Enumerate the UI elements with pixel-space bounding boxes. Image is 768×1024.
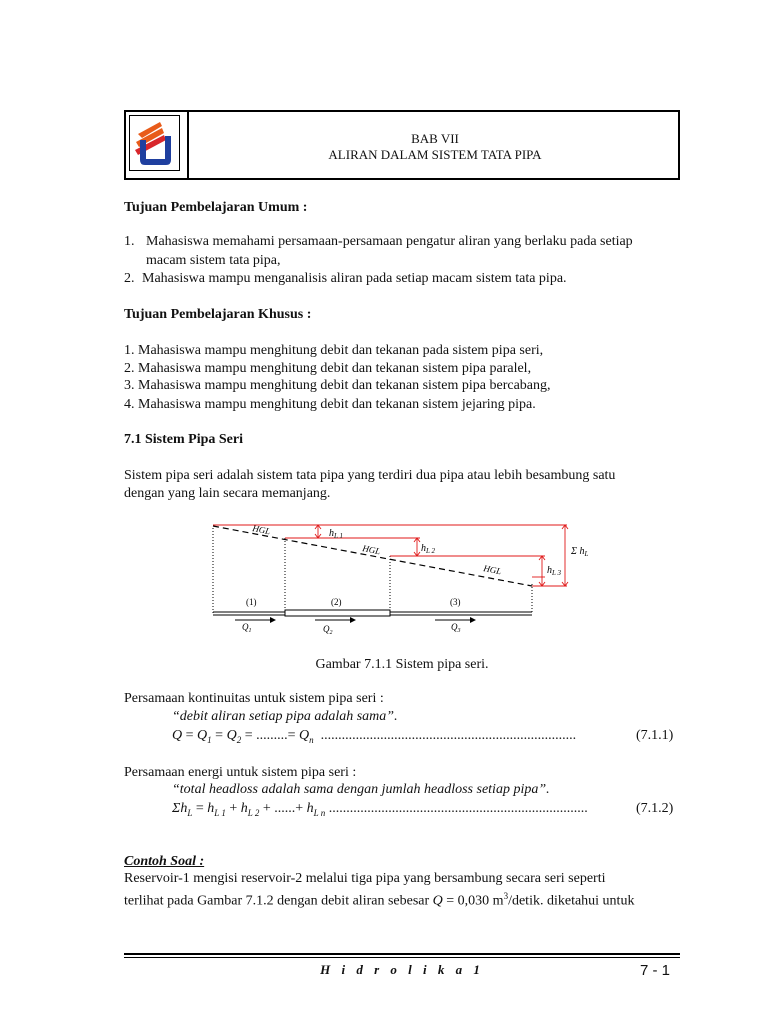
specific-objective-1: 1. Mahasiswa mampu menghitung debit dan tekanan pada sistem pipa seri, [124,343,544,358]
section-paragraph-line1: Sistem pipa seri adalah sistem tata pipa yang terdiri dua pipa atau lebih besambung satu [124,468,616,483]
hgl-label-2: HGL [361,543,382,557]
equation-number-1: (7.1.1) [636,728,674,743]
continuity-quote: “debit aliran setiap pipa adalah sama”. [172,709,398,724]
example-heading: Contoh Soal : [124,854,205,869]
footer-title: H i d r o l i k a 1 [320,962,484,977]
general-objective-1 [124,233,680,251]
example-line2: terlihat pada Gambar 7.1.2 dengan debit aliran sebesar Q = 0,030 $m^3$/detik. diketahui untuk [124,891,635,909]
q2-label: $Q_2$ [323,624,333,636]
chapter-number: BAB VII [411,131,459,146]
continuity-intro: Persamaan kontinuitas untuk sistem pipa seri : [124,691,384,706]
section-paragraph-line2: dengan yang lain secara memanjang. [124,486,331,501]
specific-objective-4: 4. Mahasiswa mampu menghitung debit dan tekanan sistem jejaring pipa. [124,397,536,412]
specific-objective-2: 2. Mahasiswa mampu menghitung debit dan tekanan sistem pipa paralel, [124,361,532,376]
energy-quote: “total headloss adalah sama dengan jumlah headloss setiap pipa”. [172,782,550,797]
example-line1: Reservoir-1 mengisi reservoir-2 melalui tiga pipa yang bersambung secara seri seperti [124,871,606,886]
list-item-text: Mahasiswa memahami persamaan-persamaan pengatur aliran yang berlaku pada setiap [146,234,633,249]
list-number: 2. [124,271,135,286]
logo-icon [130,116,179,170]
sum-hl-label: Σ $h_L$ [571,546,589,558]
energy-intro: Persamaan energi untuk sistem pipa seri : [124,765,357,780]
footer-rule-thick [124,953,680,955]
hl3-label: $h_{L 3}$ [547,565,562,577]
chapter-title: ALIRAN DALAM SISTEM TATA PIPA [328,147,542,162]
pipe-1-label: (1) [246,597,257,607]
pipe-2-label: (2) [331,597,342,607]
general-objectives-heading: Tujuan Pembelajaran Umum : [124,200,308,215]
figure-caption: Gambar 7.1.1 Sistem pipa seri. [315,657,489,672]
hl1-label: $h_{L 1}$ [329,528,344,540]
logo-cell [124,110,189,180]
specific-objectives-heading: Tujuan Pembelajaran Khusus : [124,307,312,322]
general-objective-1-cont: macam sistem tata pipa, [146,253,281,268]
continuity-equation: $Q = Q_1 = Q_2$ = .........= $Q_n$ ......................................................................... [172,728,577,745]
hgl-label-1: HGL [251,523,272,537]
pipe-3-label: (3) [450,597,461,607]
page-number: 7 - 1 [640,962,671,979]
list-item-text: Mahasiswa mampu menganalisis aliran pada setiap macam sistem tata pipa. [142,271,567,286]
q1-label: $Q_1$ [242,622,252,634]
footer-rule-thin [124,957,680,958]
hgl-label-3: HGL [482,563,503,577]
energy-equation: $\Sigma h_L = h_{L 1} + h_{L 2}$ + ......+ $h_{L n}$ .......................................................................... [172,801,588,818]
series-pipe-figure [205,518,605,643]
specific-objective-3: 3. Mahasiswa mampu menghitung debit dan tekanan sistem pipa bercabang, [124,378,551,393]
section-heading: 7.1 Sistem Pipa Seri [124,432,243,447]
equation-number-2: (7.1.2) [636,801,674,816]
series-pipe-diagram [205,518,605,643]
general-objective-2 [124,270,567,288]
q3-label: $Q_3$ [451,622,461,634]
list-number: 1. [124,234,135,249]
university-logo [129,115,180,171]
hl2-label: $h_{L 2}$ [421,543,436,555]
